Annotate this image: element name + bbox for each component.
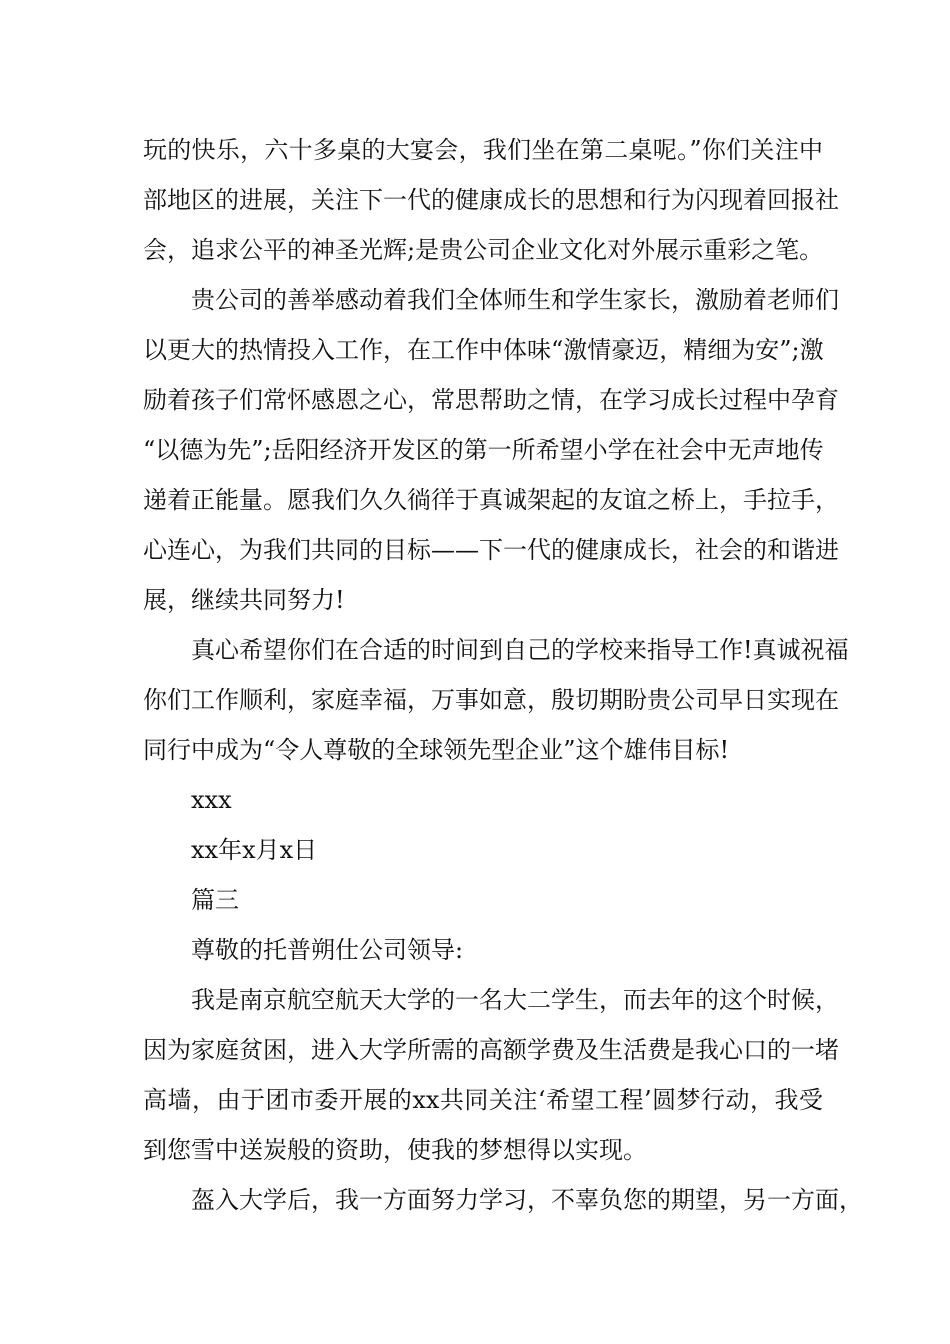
text-line: “以德为先”;岳阳经济开发区的第一所希望小学在社会中无声地传 xyxy=(143,436,824,464)
text-line: 同行中成为“令人尊敬的全球领先型企业”这个雄伟目标! xyxy=(143,736,730,764)
text-line: 会，追求公平的神圣光辉;是贵公司企业文化对外展示重彩之笔。 xyxy=(143,236,824,264)
text-line: 因为家庭贫困，进入大学所需的高额学费及生活费是我心口的一堵 xyxy=(143,1036,839,1064)
signature-name: xxx xyxy=(191,786,232,814)
paragraph-start-line: 真心希望你们在合适的时间到自己的学校来指导工作!真诚祝福 xyxy=(191,636,849,664)
text-line: 心连心，为我们共同的目标——下一代的健康成长，社会的和谐进 xyxy=(143,536,839,564)
text-line: 到您雪中送炭般的资助，使我的梦想得以实现。 xyxy=(143,1136,647,1164)
paragraph-start-line: 我是南京航空航天大学的一名大二学生，而去年的这个时候， xyxy=(191,986,839,1014)
text-line: 以更大的热情投入工作，在工作中体味“激情豪迈，精细为安”;激 xyxy=(143,336,824,364)
text-line: 高墙，由于团市委开展的xx共同关注‘希望工程’圆梦行动，我受 xyxy=(143,1086,823,1114)
text-line: 展，继续共同努力! xyxy=(143,586,345,614)
paragraph-start-line: 贵公司的善举感动着我们全体师生和学生家长，激励着老师们 xyxy=(191,286,839,314)
text-line: 部地区的进展，关注下一代的健康成长的思想和行为闪现着回报社 xyxy=(143,186,839,214)
section-heading: 篇三 xyxy=(191,886,239,914)
text-line: 励着孩子们常怀感恩之心，常思帮助之情，在学习成长过程中孕育 xyxy=(143,386,839,414)
salutation: 尊敬的托普朔仕公司领导: xyxy=(191,936,464,964)
text-line: 递着正能量。愿我们久久徜徉于真诚架起的友谊之桥上，手拉手， xyxy=(143,486,839,514)
text-line: 你们工作顺利，家庭幸福，万事如意，殷切期盼贵公司早日实现在 xyxy=(143,686,839,714)
paragraph-start-line: 盔入大学后，我一方面努力学习，不辜负您的期望，另一方面， xyxy=(191,1186,863,1214)
signature-date: xx年x月x日 xyxy=(191,836,318,864)
text-line: 玩的快乐，六十多桌的大宴会，我们坐在第二桌呢。”你们关注中 xyxy=(143,136,823,164)
